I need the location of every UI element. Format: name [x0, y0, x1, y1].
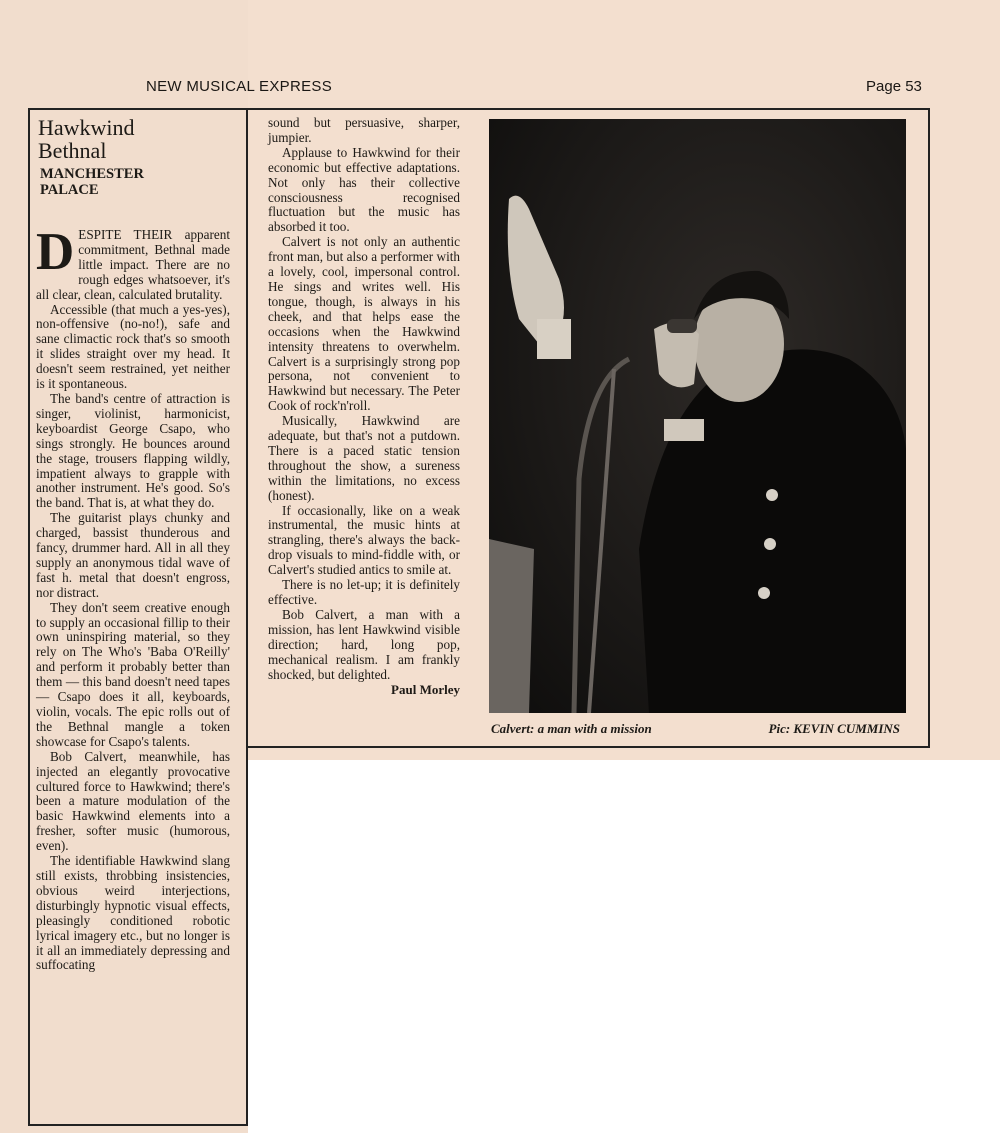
rule-right	[928, 108, 930, 748]
dropcap: D	[36, 223, 75, 281]
paragraph: The identifiable Hawkwind slang still exists, throbbing insistencies, obvious weird interjections, disturbingly hypnotic visual effects, pleasingly conditioned robotic lyrical imagery etc., but no longer is it all an immediately depressing and suffocating	[36, 853, 230, 973]
paragraph: If occasionally, like on a weak instrumental, the music hints at strangling, there's always the back-drop visuals to mind-fiddle with, or Calvert's studied antics to smile at.	[268, 502, 460, 578]
paragraph: Applause to Hawkwind for their economic but effective adaptations. Not only has their collective consciousness recognised fluctuation but the music has absorbed it too.	[268, 144, 460, 235]
rule-left-bottom	[28, 1124, 248, 1126]
paragraph: sound but persuasive, sharper, jumpier.	[268, 115, 460, 145]
headline-line-1: Hawkwind	[38, 115, 135, 140]
page-number: Page 53	[866, 78, 922, 95]
headline-line-2: Bethnal	[38, 138, 107, 163]
paragraph: The band's centre of attraction is singer, violinist, harmonicist, keyboardist George Csapo, who sings strongly. He bounces around the stage, trousers flapping wildly, impatient always to grapple with another instrument. He's good. So's the band. That is, at what they do.	[36, 390, 230, 511]
byline: Paul Morley	[391, 682, 460, 698]
paragraph: The guitarist plays chunky and charged, bassist thunderous and fancy, drummer hard. All in all they supply an anonymous tidal wave of fast h. metal that doesn't engross, nor distract.	[36, 510, 230, 600]
performer-photo-illustration	[489, 119, 906, 713]
article-column-2	[268, 116, 460, 698]
venue-line-2: PALACE	[40, 182, 99, 198]
paragraph: Accessible (that much a yes-yes), non-offensive (no-no!), safe and sane climactic rock that's so smooth it slides straight over my head. It doesn't seem restrained, yet neither is it spontaneous.	[36, 301, 230, 392]
paragraph: Bob Calvert, a man with a mission, has lent Hawkwind visible direction; hard, long pop, mechanical realism. I am frankly shocked, but delighted.	[268, 606, 460, 682]
paragraph-text: ESPITE THEIR apparent commitment, Bethnal made little impact. There are no rough edges whatsoever, it's all clear, clean, calculated brutality.	[36, 227, 230, 302]
paragraph	[36, 223, 230, 303]
rule-bottom	[246, 746, 930, 748]
paragraph: Calvert is not only an authentic front man, but also a performer with a lovely, cool, impersonal control. He sings and writes well. His tongue, though, is always in his cheek, and that helps ease the occasions when the Hawkwind intensity threatens to overwhelm. Calvert is a surprisingly strong pop persona, not convenient to Hawkwind but necessary. The Peter Cook of rock'n'roll.	[268, 234, 460, 414]
masthead: NEW MUSICAL EXPRESS	[146, 78, 333, 95]
venue	[40, 166, 230, 198]
paragraph: Musically, Hawkwind are adequate, but that's not a putdown. There is a paced static tension throughout the show, a sureness within the limitations, no excess (honest).	[268, 413, 460, 503]
paragraph: Bob Calvert, meanwhile, has injected an elegantly provocative cultured force to Hawkwind; there's been a mature modulation of the basic Hawkwind elements into a fresher, softer music (humorous, even).	[36, 748, 230, 854]
rule-column-divider	[246, 108, 248, 1126]
paragraph: There is no let-up; it is definitely effective.	[268, 577, 460, 607]
rule-top	[28, 108, 930, 110]
photo-credit: Pic: KEVIN CUMMINS	[768, 721, 900, 736]
headline	[38, 116, 230, 162]
performer-photo	[489, 119, 906, 713]
article-column-1	[36, 116, 230, 973]
caption-text: Calvert: a man with a mission	[491, 721, 652, 736]
rule-left	[28, 108, 30, 1126]
venue-line-1: MANCHESTER	[40, 166, 144, 182]
paragraph: They don't seem creative enough to supply an occasional fillip to their own uninspiring material, so they rely on The Who's 'Baba O'Reilly' and perform it probably better than them — this band doesn't need tapes — Csapo does it all, keyboards, violin, vocals. The epic rolls out of the Bethnal mangle a token showcase for Csapo's talents.	[36, 599, 230, 749]
